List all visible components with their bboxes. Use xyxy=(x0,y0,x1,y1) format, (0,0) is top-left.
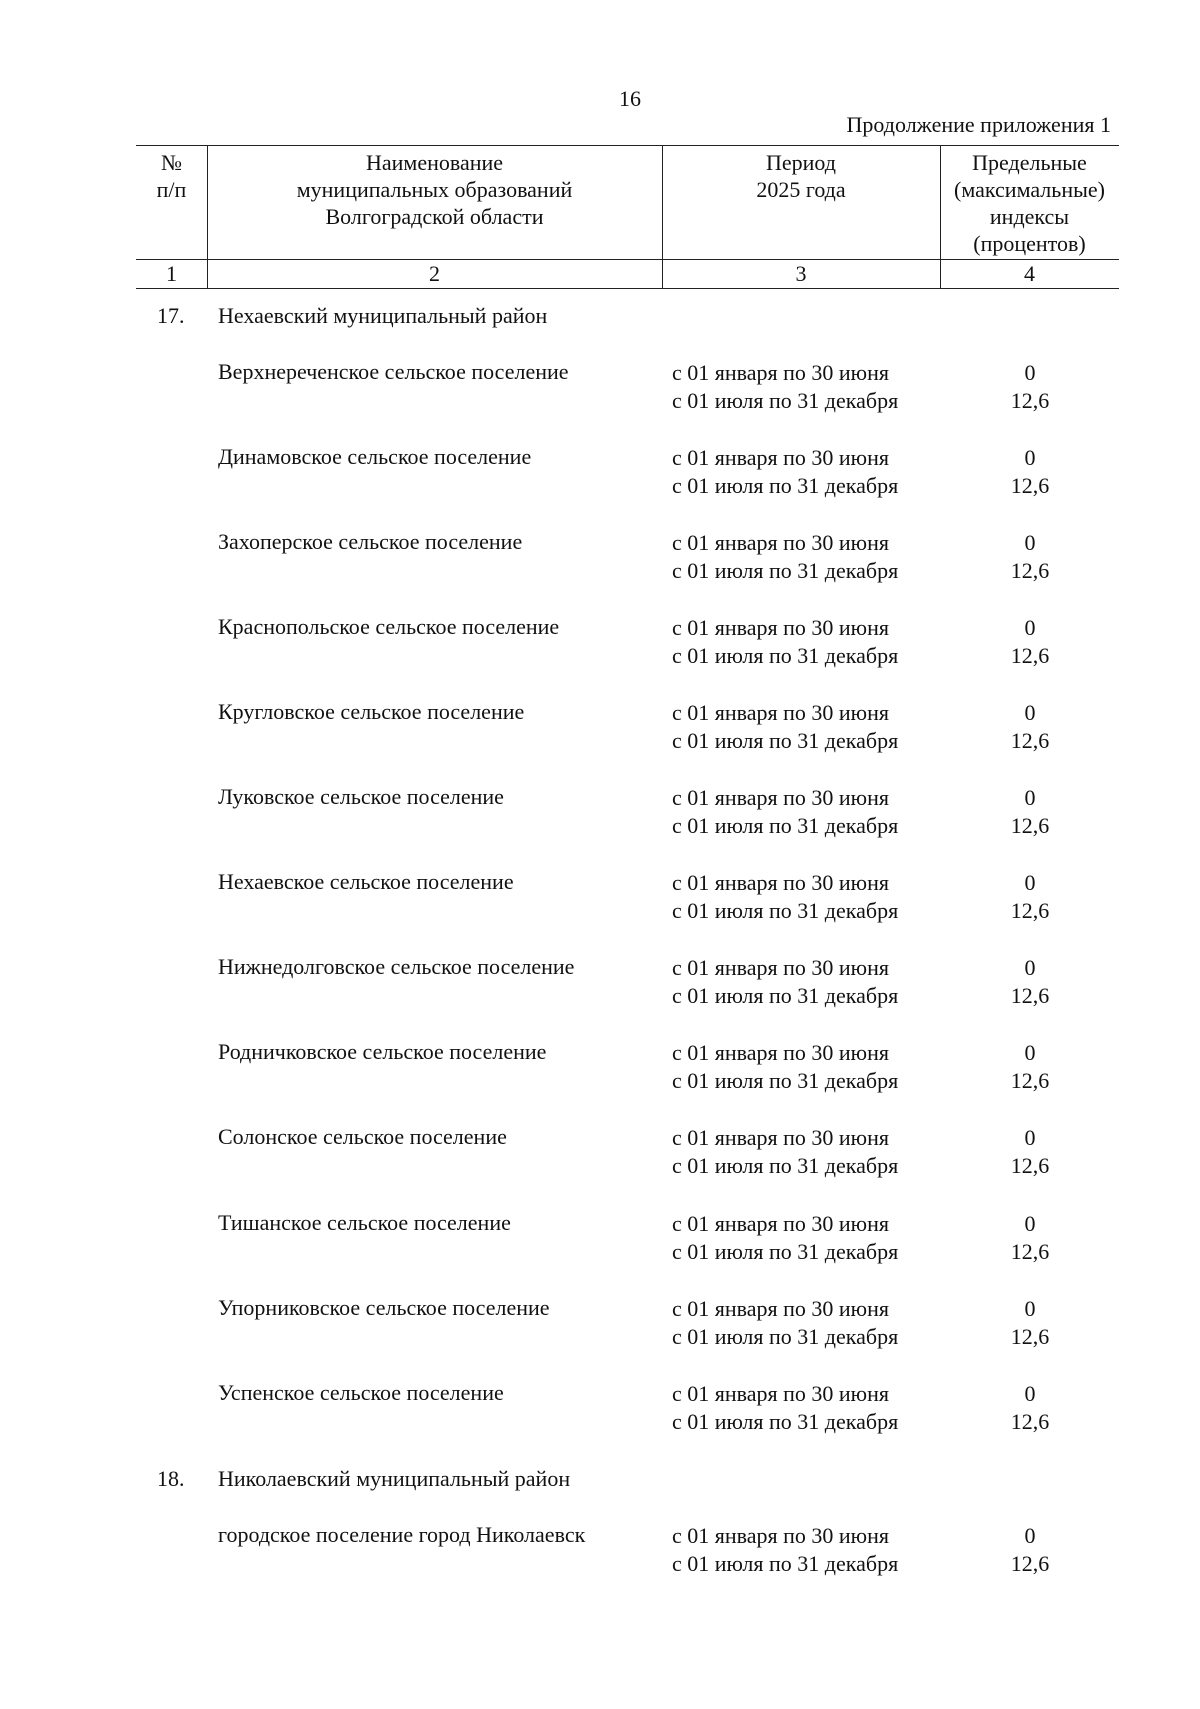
period-line: с 01 января по 30 июня xyxy=(672,1523,890,1548)
period-line: с 01 июля по 31 декабря xyxy=(672,1551,899,1576)
column-number-1: 1 xyxy=(166,261,177,286)
header-period xyxy=(662,149,940,203)
index-value: 0 xyxy=(1024,955,1036,980)
header-index-line: (максимальные) xyxy=(954,177,1105,202)
period-cell xyxy=(672,359,898,415)
period-line: с 01 января по 30 июня xyxy=(672,785,890,810)
index-cell xyxy=(980,1380,1080,1436)
period-cell xyxy=(672,699,898,755)
settlement-name: Захоперское сельское поселение xyxy=(218,529,523,554)
period-cell xyxy=(672,1380,898,1436)
period-line: с 01 июля по 31 декабря xyxy=(672,1153,899,1178)
index-value: 0 xyxy=(1024,1125,1036,1150)
index-value: 0 xyxy=(1024,1040,1036,1065)
index-value: 12,6 xyxy=(1010,813,1050,838)
header-name-line: Волгоградской области xyxy=(325,204,544,229)
district-name: Нехаевский муниципальный район xyxy=(218,303,548,328)
index-value: 0 xyxy=(1024,445,1036,470)
index-cell xyxy=(980,1210,1080,1266)
index-value: 0 xyxy=(1024,360,1036,385)
settlement-name: Динамовское сельское поселение xyxy=(218,444,532,469)
index-value: 0 xyxy=(1024,1296,1036,1321)
settlement-name: Верхнереченское сельское поселение xyxy=(218,359,569,384)
index-cell xyxy=(980,1522,1080,1578)
settlement-name: городское поселение город Николаевск xyxy=(218,1522,586,1547)
index-value: 0 xyxy=(1024,785,1036,810)
header-index-line: индексы xyxy=(989,204,1070,229)
settlement-name: Упорниковское сельское поселение xyxy=(218,1295,550,1320)
period-cell xyxy=(672,1039,898,1095)
index-value: 12,6 xyxy=(1010,1153,1050,1178)
continuation-label: Продолжение приложения 1 xyxy=(846,112,1111,137)
index-cell xyxy=(980,869,1080,925)
settlement-name: Солонское сельское поселение xyxy=(218,1124,507,1149)
period-cell xyxy=(672,1522,898,1578)
index-value: 12,6 xyxy=(1010,898,1050,923)
column-number-2: 2 xyxy=(429,261,440,286)
period-cell xyxy=(672,954,898,1010)
index-value: 12,6 xyxy=(1010,473,1050,498)
index-cell xyxy=(980,784,1080,840)
period-line: с 01 января по 30 июня xyxy=(672,1381,890,1406)
period-line: с 01 июля по 31 декабря xyxy=(672,558,899,583)
index-value: 0 xyxy=(1024,615,1036,640)
period-line: с 01 января по 30 июня xyxy=(672,1211,890,1236)
period-line: с 01 июля по 31 декабря xyxy=(672,1324,899,1349)
period-line: с 01 июля по 31 декабря xyxy=(672,1068,899,1093)
period-line: с 01 января по 30 июня xyxy=(672,1125,890,1150)
period-cell xyxy=(672,784,898,840)
index-value: 0 xyxy=(1024,1211,1036,1236)
period-cell xyxy=(672,444,898,500)
settlement-name: Тишанское сельское поселение xyxy=(218,1210,511,1235)
header-index-line: (процентов) xyxy=(973,231,1086,256)
period-line: с 01 июля по 31 декабря xyxy=(672,1239,899,1264)
period-line: с 01 июля по 31 декабря xyxy=(672,813,899,838)
period-line: с 01 января по 30 июня xyxy=(672,700,890,725)
index-value: 12,6 xyxy=(1010,558,1050,583)
header-name xyxy=(207,149,662,230)
header-bottom-rule xyxy=(136,288,1119,289)
header-name-line: Наименование xyxy=(365,150,504,175)
period-line: с 01 января по 30 июня xyxy=(672,955,890,980)
index-value: 12,6 xyxy=(1010,1409,1050,1434)
index-cell xyxy=(980,359,1080,415)
period-line: с 01 июля по 31 декабря xyxy=(672,1409,899,1434)
period-cell xyxy=(672,1295,898,1351)
period-cell xyxy=(672,1124,898,1180)
settlement-name: Луковское сельское поселение xyxy=(218,784,504,809)
district-name: Николаевский муниципальный район xyxy=(218,1466,571,1491)
index-value: 12,6 xyxy=(1010,1068,1050,1093)
header-period-line: Период xyxy=(766,150,836,175)
district-number: 18. xyxy=(157,1466,185,1491)
header-num-line: № xyxy=(161,150,182,175)
page-number: 16 xyxy=(619,86,641,111)
settlement-name: Краснопольское сельское поселение xyxy=(218,614,560,639)
column-number-4: 4 xyxy=(1024,261,1035,286)
index-value: 0 xyxy=(1024,700,1036,725)
header-name-line: муниципальных образований xyxy=(296,177,573,202)
index-cell xyxy=(980,1295,1080,1351)
period-line: с 01 января по 30 июня xyxy=(672,615,890,640)
index-cell xyxy=(980,614,1080,670)
index-value: 12,6 xyxy=(1010,983,1050,1008)
index-value: 0 xyxy=(1024,530,1036,555)
period-line: с 01 января по 30 июня xyxy=(672,1040,890,1065)
index-cell xyxy=(980,529,1080,585)
period-cell xyxy=(672,614,898,670)
period-line: с 01 января по 30 июня xyxy=(672,1296,890,1321)
header-num-line: п/п xyxy=(156,177,187,202)
index-cell xyxy=(980,444,1080,500)
index-value: 12,6 xyxy=(1010,388,1050,413)
period-line: с 01 июля по 31 декабря xyxy=(672,898,899,923)
index-cell xyxy=(980,1124,1080,1180)
index-cell xyxy=(980,1039,1080,1095)
period-line: с 01 января по 30 июня xyxy=(672,530,890,555)
index-value: 12,6 xyxy=(1010,1239,1050,1264)
index-value: 12,6 xyxy=(1010,1551,1050,1576)
period-cell xyxy=(672,869,898,925)
period-line: с 01 июля по 31 декабря xyxy=(672,728,899,753)
index-value: 0 xyxy=(1024,1381,1036,1406)
settlement-name: Кругловское сельское поселение xyxy=(218,699,525,724)
period-line: с 01 июля по 31 декабря xyxy=(672,983,899,1008)
header-period-line: 2025 года xyxy=(756,177,846,202)
index-cell xyxy=(980,699,1080,755)
period-line: с 01 января по 30 июня xyxy=(672,445,890,470)
settlement-name: Нижнедолговское сельское поселение xyxy=(218,954,575,979)
header-num xyxy=(136,149,207,203)
period-line: с 01 января по 30 июня xyxy=(672,870,890,895)
period-line: с 01 января по 30 июня xyxy=(672,360,890,385)
header-index-line: Предельные xyxy=(972,150,1087,175)
period-cell xyxy=(672,529,898,585)
period-line: с 01 июля по 31 декабря xyxy=(672,388,899,413)
column-number-3: 3 xyxy=(795,261,807,286)
index-cell xyxy=(980,954,1080,1010)
period-line: с 01 июля по 31 декабря xyxy=(672,643,899,668)
settlement-name: Нехаевское сельское поселение xyxy=(218,869,514,894)
index-value: 12,6 xyxy=(1010,643,1050,668)
period-cell xyxy=(672,1210,898,1266)
period-line: с 01 июля по 31 декабря xyxy=(672,473,899,498)
index-value: 12,6 xyxy=(1010,1324,1050,1349)
index-value: 0 xyxy=(1024,870,1036,895)
settlement-name: Родничковское сельское поселение xyxy=(218,1039,547,1064)
district-number: 17. xyxy=(157,303,185,328)
header-top-rule xyxy=(136,145,1119,146)
header-index xyxy=(940,149,1119,257)
index-value: 12,6 xyxy=(1010,728,1050,753)
settlement-name: Успенское сельское поселение xyxy=(218,1380,504,1405)
index-value: 0 xyxy=(1024,1523,1036,1548)
